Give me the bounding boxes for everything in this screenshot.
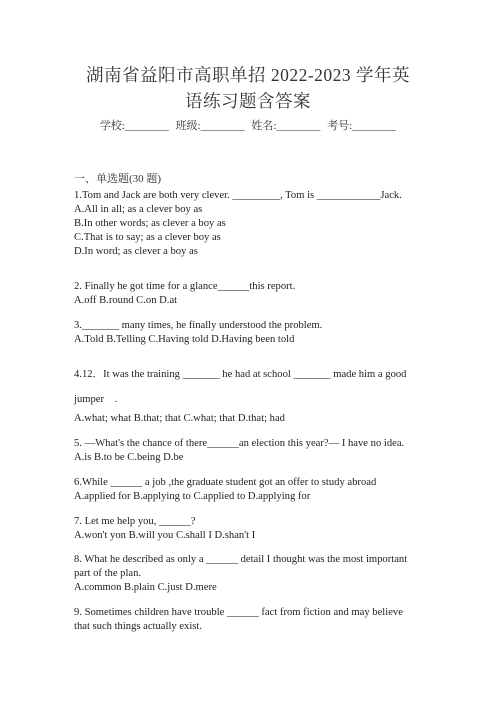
question-8-options: A.common B.plain C.just D.mere <box>74 582 217 593</box>
question-9-stem: 9. Sometimes children have trouble ______ fact from fiction and may believe <box>74 607 403 618</box>
exam-number-field: 考号:________ <box>327 120 397 132</box>
name-field: 姓名:________ <box>251 120 321 132</box>
question-1-option-a: A.All in all; as a clever boy as <box>74 204 203 215</box>
question-5-options: A.is B.to be C.being D.be <box>74 452 184 463</box>
title-line-2: 语练习题含答案 <box>185 91 311 111</box>
question-4-stem-cont: jumper . <box>74 394 118 405</box>
class-field: 班级:________ <box>175 120 245 132</box>
question-9-stem-cont: that such things actually exist. <box>74 621 202 632</box>
question-2-options: A.off B.round C.on D.at <box>74 295 178 306</box>
question-5-stem: 5. —What's the chance of there______an election this year?— I have no idea. <box>74 438 405 449</box>
question-2-stem: 2. Finally he got time for a glance______this report. <box>74 281 296 292</box>
question-8-stem: 8. What he described as only a ______ detail I thought was the most important <box>74 554 408 565</box>
question-1-option-c: C.That is to say; as a clever boy as <box>74 232 221 243</box>
question-6-options: A.applied for B.applying to C.applied to D.applying for <box>74 491 311 502</box>
student-info <box>0 117 496 133</box>
title-line-1: 湖南省益阳市高职单招 2022-2023 学年英 <box>85 65 411 85</box>
question-1-stem: 1.Tom and Jack are both very clever. _________, Tom is ____________Jack. <box>74 190 402 201</box>
question-4-stem: 4.12．It was the training _______ he had at school _______ made him a good <box>74 369 407 380</box>
question-7-stem: 7. Let me help you, ______? <box>74 516 196 527</box>
question-1-option-b: B.In other words; as clever a boy as <box>74 218 226 229</box>
question-3-stem: 3._______ many times, he finally understood the problem. <box>74 320 323 331</box>
question-1-option-d: D.In word; as clever a boy as <box>74 246 198 257</box>
question-6-stem: 6.While ______ a job ,the graduate student got an offer to study abroad <box>74 477 377 488</box>
section-heading: 一、单选题(30 题) <box>74 173 162 185</box>
school-field: 学校:________ <box>99 120 169 132</box>
question-8-stem-cont: part of the plan. <box>74 568 142 579</box>
question-3-options: A.Told B.Telling C.Having told D.Having been told <box>74 334 295 345</box>
question-7-options: A.won't yon B.will you C.shall I D.shan't I <box>74 530 256 541</box>
question-4-options: A.what; what B.that; that C.what; that D.that; had <box>74 413 285 424</box>
